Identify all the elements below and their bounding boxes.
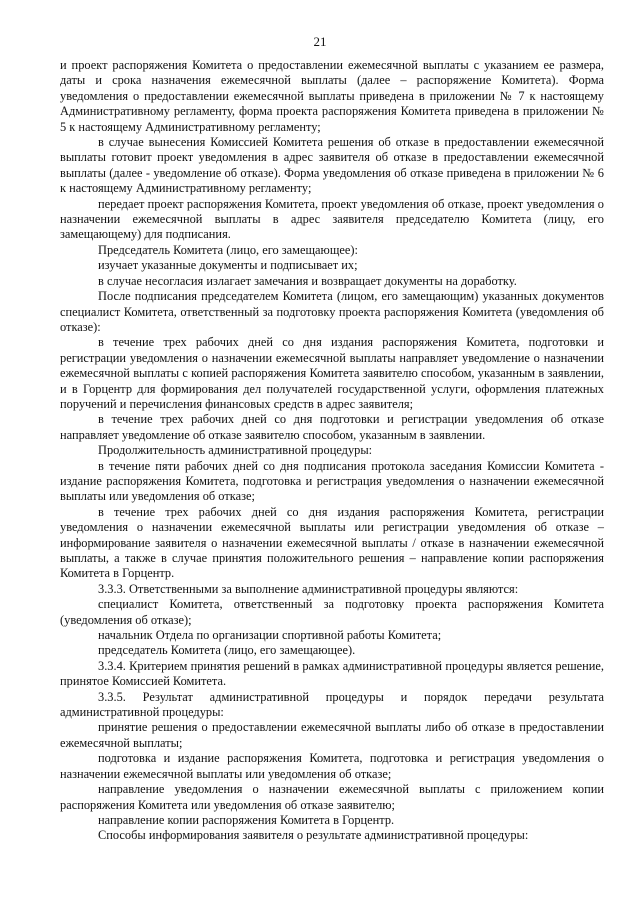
paragraph: изучает указанные документы и подписывает их; xyxy=(98,258,358,273)
paragraph: направление уведомления о назначении ежемесячной выплаты с приложением копии распоряжения Комитета или уведомления об отказе заявителю; xyxy=(60,782,604,812)
paragraph: Продолжительность административной процедуры: xyxy=(98,443,373,458)
paragraph: начальник Отдела по организации спортивной работы Комитета; xyxy=(98,628,442,643)
paragraph: направление копии распоряжения Комитета в Горцентр. xyxy=(98,812,395,827)
paragraph: в течение трех рабочих дней со дня подготовки и регистрации уведомления об отказе направляет уведомление об отказе заявителю способом, указанным в заявлении. xyxy=(60,412,604,442)
paragraph: Председатель Комитета (лицо, его замещающее): xyxy=(98,242,358,257)
paragraph: в течение трех рабочих дней со дня издания распоряжения Комитета, регистрации уведомления о назначении ежемесячной выплаты или регистрации уведомления об отказе – информирование заявителя о назначении ежемесячной выплаты / отказе в назначении ежемесячной выплаты, а также в случае принятия положительного решения – направление копии распоряжения Комитета в Горцентр. xyxy=(60,504,604,581)
paragraph: и проект распоряжения Комитета о предоставлении ежемесячной выплаты с указанием ее размера, даты и срока назначения ежемесячной выплаты (далее – распоряжение Комитета). Форма уведомления о предоставлении ежемесячной выплаты приведена в приложении № 7 к настоящему Административному регламенту, форма проекта распоряжения Комитета приведена в приложении № 5 к настоящему Административному регламенту; xyxy=(60,58,604,134)
paragraph: председатель Комитета (лицо, его замещающее). xyxy=(98,643,356,658)
body-text xyxy=(60,58,604,844)
paragraph: подготовка и издание распоряжения Комитета, подготовка и регистрация уведомления о назначении ежемесячной выплаты или уведомления об отказе; xyxy=(60,751,604,781)
paragraph: в случае вынесения Комиссией Комитета решения об отказе в предоставлении ежемесячной выплаты готовит проект уведомления в адрес заявителя об отказе в предоставлении ежемесячной выплаты (далее - уведомление об отказе). Форма уведомления об отказе приведена в приложении № 6 к настоящему Административному регламенту; xyxy=(60,135,604,196)
paragraph: 3.3.5. Результат административной процедуры и порядок передачи результата административной процедуры: xyxy=(60,689,604,720)
paragraph: специалист Комитета, ответственный за подготовку проекта распоряжения Комитета (уведомления об отказе); xyxy=(60,597,604,627)
paragraph: После подписания председателем Комитета (лицом, его замещающим) указанных документов специалист Комитета, ответственный за подготовку проекта распоряжения Комитета (уведомления об отказе): xyxy=(60,289,604,334)
paragraph: Способы информирования заявителя о результате административной процедуры: xyxy=(98,828,529,843)
paragraph: 3.3.4. Критерием принятия решений в рамках административной процедуры является решение, принятое Комиссией Комитета. xyxy=(60,658,604,689)
paragraph: передает проект распоряжения Комитета, проект уведомления об отказе, проект уведомления о назначении ежемесячной выплаты в адрес заявителя председателю Комитета (лицу, его замещающему) для подписания. xyxy=(60,196,604,242)
paragraph: в течение трех рабочих дней со дня издания распоряжения Комитета, подготовки и регистрации уведомления о назначении ежемесячной выплаты направляет уведомление о назначении ежемесячной выплаты с копией распоряжения Комитета заявителю способом, указанным в заявлении, и в Горцентр для формирования дел получателей государственной услуги, оформления платежных поручений и перечисления финансовых средств в адрес заявителя; xyxy=(60,335,604,411)
page-number: 21 xyxy=(313,34,327,49)
paragraph: 3.3.3. Ответственными за выполнение административной процедуры являются: xyxy=(98,581,519,596)
paragraph: в случае несогласия излагает замечания и возвращает документы на доработку. xyxy=(98,273,517,288)
paragraph: принятие решения о предоставлении ежемесячной выплаты либо об отказе в предоставлении ежемесячной выплаты; xyxy=(60,720,604,750)
paragraph: в течение пяти рабочих дней со дня подписания протокола заседания Комиссии Комитета - издание распоряжения Комитета, подготовка и регистрация уведомления о назначении ежемесячной выплаты или уведомления об отказе; xyxy=(60,458,604,504)
